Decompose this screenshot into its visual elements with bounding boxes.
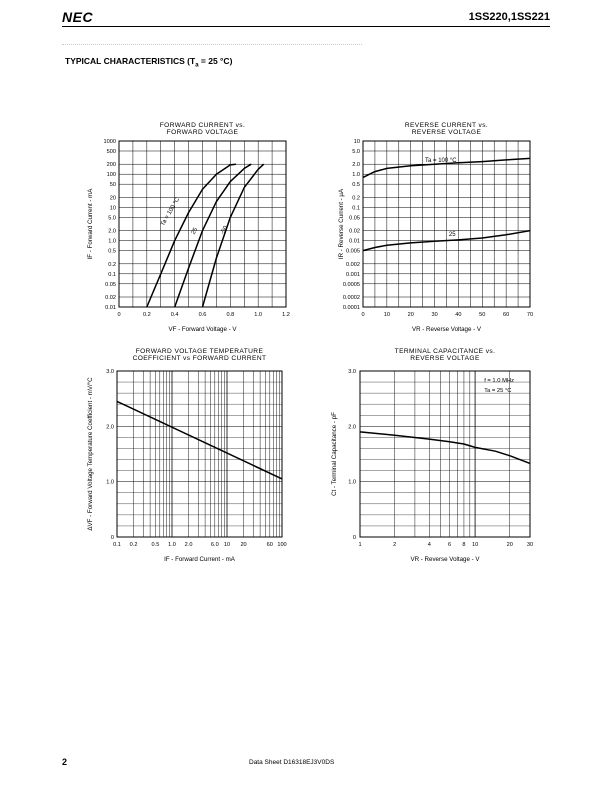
chart3-y-tick-label: 1.0: [348, 479, 356, 486]
chart2-x-tick-label: 1.0: [168, 542, 176, 548]
chart1-y-tick-label: 0.05: [349, 215, 360, 222]
chart3-x-tick-label: 30: [526, 542, 534, 548]
chart3-title-line: TERMINAL CAPACITANCE vs.: [394, 348, 496, 355]
chart1-y-tick-label: 0.0002: [342, 295, 360, 302]
chart0-x-tick-label: 0: [117, 312, 121, 318]
chart0-x-tick-label: 0.4: [170, 312, 179, 318]
chart3-y-tick-label: 0: [352, 535, 356, 541]
chart2-frame: [117, 371, 282, 537]
chart1-y-tick-label: 0.01: [349, 238, 360, 245]
chart2-y-tick-label: 2.0: [106, 424, 114, 431]
chart3-x-axis-label: VR - Reverse Voltage - V: [410, 556, 480, 563]
chart2-x-tick-label: 0.5: [151, 542, 160, 548]
chart3-annotation: f = 1.0 MHz: [484, 378, 515, 385]
chart0-series-label: Ta = 100 °C: [160, 196, 182, 228]
chart1-y-tick-label: 1.0: [352, 172, 360, 179]
chart0-title-line: FORWARD CURRENT vs.: [159, 122, 246, 129]
chart3-x-tick-label: 1: [358, 542, 362, 548]
chart0-series-label: 25: [190, 226, 200, 236]
chart1-y-tick-label: 10: [353, 139, 360, 145]
chart2-x-tick-label: 0.1: [113, 542, 121, 548]
chart1-x-tick-label: 20: [407, 312, 414, 318]
chart1-y-tick-label: 0.02: [349, 228, 360, 235]
chart0-series-line: [175, 164, 252, 307]
chart1-y-tick-label: 0.2: [352, 195, 360, 202]
chart3-y-tick-label: 3.0: [348, 369, 356, 375]
chart1-y-tick-label: 0.0005: [342, 281, 360, 288]
chart2-title-line: FORWARD VOLTAGE TEMPERATURE: [135, 348, 264, 355]
chart1-y-tick-label: 5.0: [352, 148, 360, 155]
chart2-x-axis-label: IF - Forward Current - mA: [164, 556, 235, 563]
chart0-y-tick-label: 10: [109, 205, 116, 212]
chart2-x-tick-label: 0.2: [129, 542, 138, 548]
chart1-series-label: Ta = 100 °C: [425, 157, 457, 164]
chart0-y-tick-label: 0.1: [108, 271, 116, 278]
chart1-x-axis-label: VR - Reverse Voltage - V: [411, 326, 482, 333]
chart3-x-tick-label: 20: [506, 542, 513, 548]
chart0-y-tick-label: 50: [109, 182, 116, 189]
chart3-annotation: Ta = 25 °C: [484, 388, 512, 395]
chart2-y-tick-label: 3.0: [106, 369, 114, 375]
chart0-x-tick-label: 0.2: [142, 312, 151, 318]
footer-doc: Data Sheet D16318EJ3V0DS: [249, 759, 335, 766]
chart0-x-tick-label: 0.6: [198, 312, 207, 318]
chart3-x-tick-label: 8: [462, 542, 466, 548]
chart1-x-tick-label: 70: [526, 312, 534, 318]
chart0-y-tick-label: 1.0: [108, 238, 116, 245]
chart1-x-tick-label: 60: [503, 312, 510, 318]
chart0-y-tick-label: 5.0: [108, 215, 116, 222]
chart2-y-axis-label: ΔVF - Forward Voltage Temperature Coefficient - mV/°C: [87, 377, 94, 531]
chart0-x-tick-label: 0.8: [226, 312, 235, 318]
chart3-x-tick-label: 6: [447, 542, 452, 548]
chart2-title-line: COEFFICIENT vs FORWARD CURRENT: [132, 355, 267, 362]
chart1-series-label: 25: [448, 232, 456, 239]
chart1-y-tick-label: 0.0001: [342, 305, 360, 311]
chart0-y-tick-label: 0.2: [108, 261, 116, 268]
chart0-y-tick-label: 200: [106, 162, 116, 169]
chart0-series-label: -50: [219, 225, 230, 236]
chart2-x-tick-label: 20: [240, 542, 247, 548]
chart2-x-tick-label: 6.0: [210, 542, 219, 548]
chart1-y-tick-label: 2.0: [352, 162, 360, 169]
document-id: 1SS220,1SS221: [468, 11, 550, 23]
chart1-y-axis-label: IR - Reverse Current - µA: [338, 188, 345, 260]
chart2-x-tick-label: 60: [266, 542, 273, 548]
page-number: 2: [62, 757, 68, 767]
chart3-title-line: REVERSE VOLTAGE: [410, 355, 480, 362]
chart1-y-tick-label: 0.1: [352, 205, 360, 212]
chart2-x-tick-label: 10: [223, 542, 231, 548]
chart1-y-tick-label: 0.001: [346, 271, 360, 278]
chart1-y-tick-label: 0.005: [346, 248, 360, 255]
chart3-x-tick-label: 10: [471, 542, 479, 548]
chart1-x-tick-label: 50: [479, 312, 486, 318]
chart0-y-tick-label: 500: [106, 148, 116, 155]
chart1-x-tick-label: 0: [361, 312, 365, 318]
nec-logo: NEC: [62, 9, 94, 25]
chart3-x-tick-label: 4: [427, 542, 431, 548]
chart0-y-tick-label: 0.05: [105, 281, 116, 288]
chart3-y-tick-label: 2.0: [348, 424, 356, 431]
chart1-title-line: REVERSE CURRENT vs.: [404, 122, 489, 129]
chart0-x-tick-label: 1.2: [282, 312, 290, 318]
chart0-y-axis-label: IF - Forward Current - mA: [87, 188, 94, 260]
chart2-y-tick-label: 1.0: [106, 479, 114, 486]
chart0-y-tick-label: 0.01: [105, 305, 116, 311]
chart2-y-tick-label: 0: [110, 535, 114, 541]
chart1-x-tick-label: 30: [431, 312, 438, 318]
chart1-x-tick-label: 40: [455, 312, 462, 318]
chart0-x-axis-label: VF - Forward Voltage - V: [168, 326, 237, 333]
chart3-x-tick-label: 2: [393, 542, 397, 548]
section-title-main: TYPICAL CHARACTERISTICS (T: [65, 56, 196, 66]
chart0-y-tick-label: 20: [109, 195, 116, 202]
chart1-y-tick-label: 0.002: [346, 261, 360, 268]
section-title-tail: = 25 °C): [198, 56, 233, 66]
chart0-y-tick-label: 0.02: [105, 295, 116, 302]
chart0-y-tick-label: 1000: [103, 139, 116, 145]
chart2-x-tick-label: 2.0: [184, 542, 193, 548]
chart2-x-tick-label: 100: [277, 542, 287, 548]
chart0-series-line: [203, 164, 264, 307]
chart3-y-axis-label: Ct - Terminal Capacitance - pF: [331, 412, 338, 496]
chart0-y-tick-label: 0.5: [108, 248, 116, 255]
chart0-y-tick-label: 100: [106, 172, 116, 179]
chart1-title-line: REVERSE VOLTAGE: [411, 129, 482, 136]
chart0-series-line: [147, 164, 236, 307]
chart1-y-tick-label: 0.5: [352, 182, 360, 189]
chart3-series-line: [360, 432, 530, 464]
chart0-title-line: FORWARD VOLTAGE: [166, 129, 239, 136]
chart1-x-tick-label: 10: [383, 312, 390, 318]
chart2-series-line: [117, 401, 282, 479]
section-title-sub: a: [195, 62, 199, 69]
chart0-x-tick-label: 1.0: [254, 312, 263, 318]
chart0-y-tick-label: 2.0: [108, 228, 116, 235]
